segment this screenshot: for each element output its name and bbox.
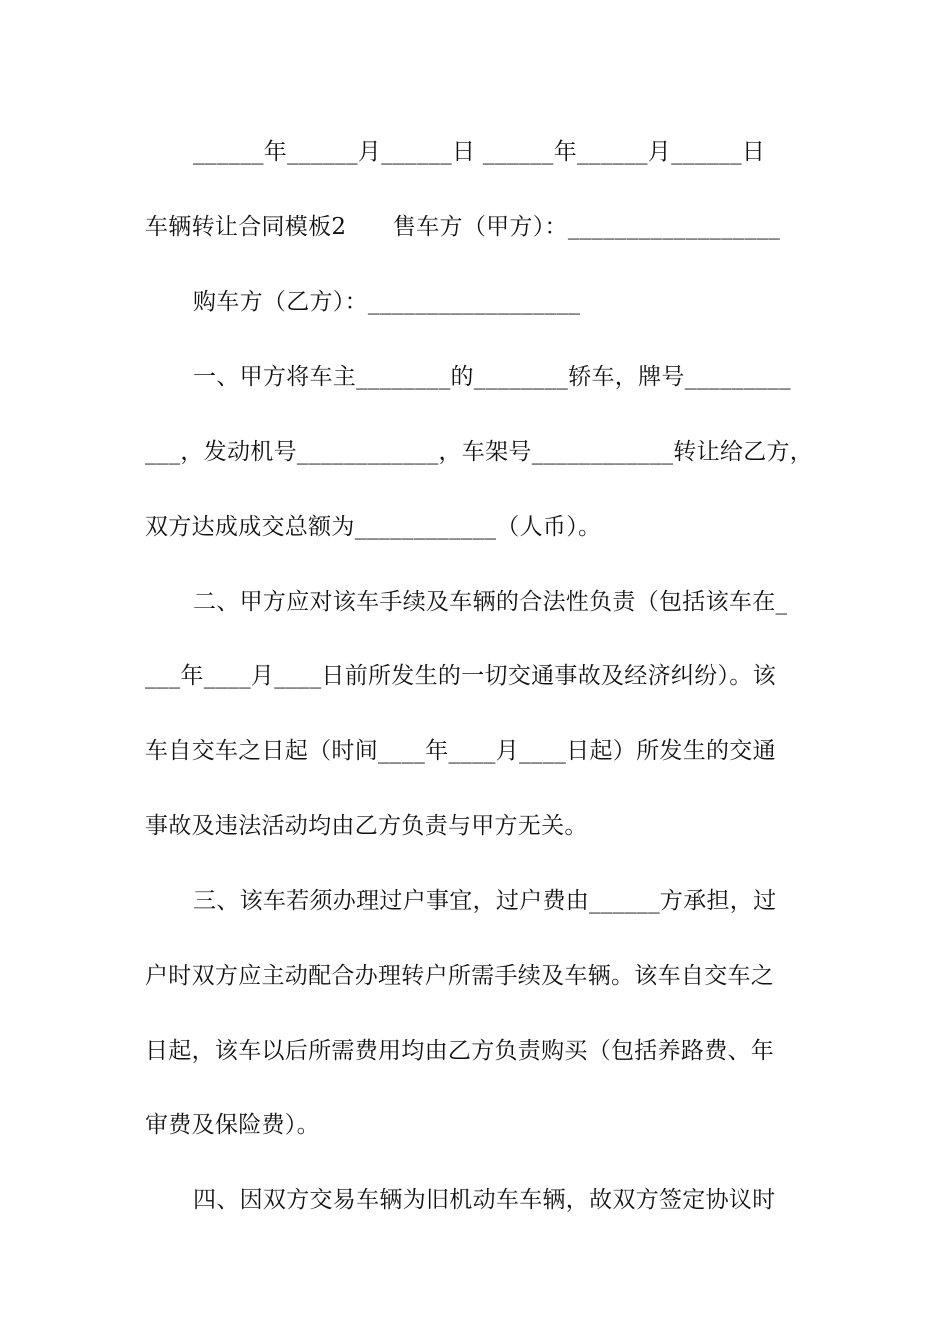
clause-2-line-3: 车自交车之日起（时间____年____月____日起）所发生的交通 bbox=[145, 738, 776, 764]
clause-2-line-1: 二、甲方应对该车手续及车辆的合法性负责（包括该车在_ bbox=[193, 589, 788, 615]
clause-1-line-3: 双方达成成交总额为____________（人币）。 bbox=[145, 514, 602, 540]
clause-2-line-2: ___年____月____日前所发生的一切交通事故及经济纠纷）。该 bbox=[145, 663, 776, 689]
clause-1-line-2: ___，发动机号____________，车架号____________转让给乙方， bbox=[145, 439, 814, 465]
clause-1-line-1: 一、甲方将车主________的________轿车，牌号_________ bbox=[193, 364, 791, 390]
title-and-seller-line: 车辆转让合同模板2 售车方（甲方）：__________________ bbox=[145, 214, 781, 240]
clause-4-line-1: 四、因双方交易车辆为旧机动车车辆，故双方签定协议时 bbox=[193, 1187, 776, 1213]
date-line: ______年______月______日 ______年______月______日 bbox=[193, 139, 766, 165]
buyer-line: 购车方（乙方）：__________________ bbox=[193, 289, 581, 315]
clause-3-line-2: 户时双方应主动配合办理转户所需手续及车辆。该车自交车之 bbox=[145, 963, 775, 989]
clause-3-line-1: 三、该车若须办理过户事宜，过户费由______方承担，过 bbox=[193, 888, 777, 914]
clause-3-line-4: 审费及保险费）。 bbox=[145, 1112, 320, 1138]
clause-3-line-3: 日起，该车以后所需费用均由乙方负责购买（包括养路费、年 bbox=[145, 1038, 775, 1064]
clause-2-line-4: 事故及违法活动均由乙方负责与甲方无关。 bbox=[145, 813, 588, 839]
